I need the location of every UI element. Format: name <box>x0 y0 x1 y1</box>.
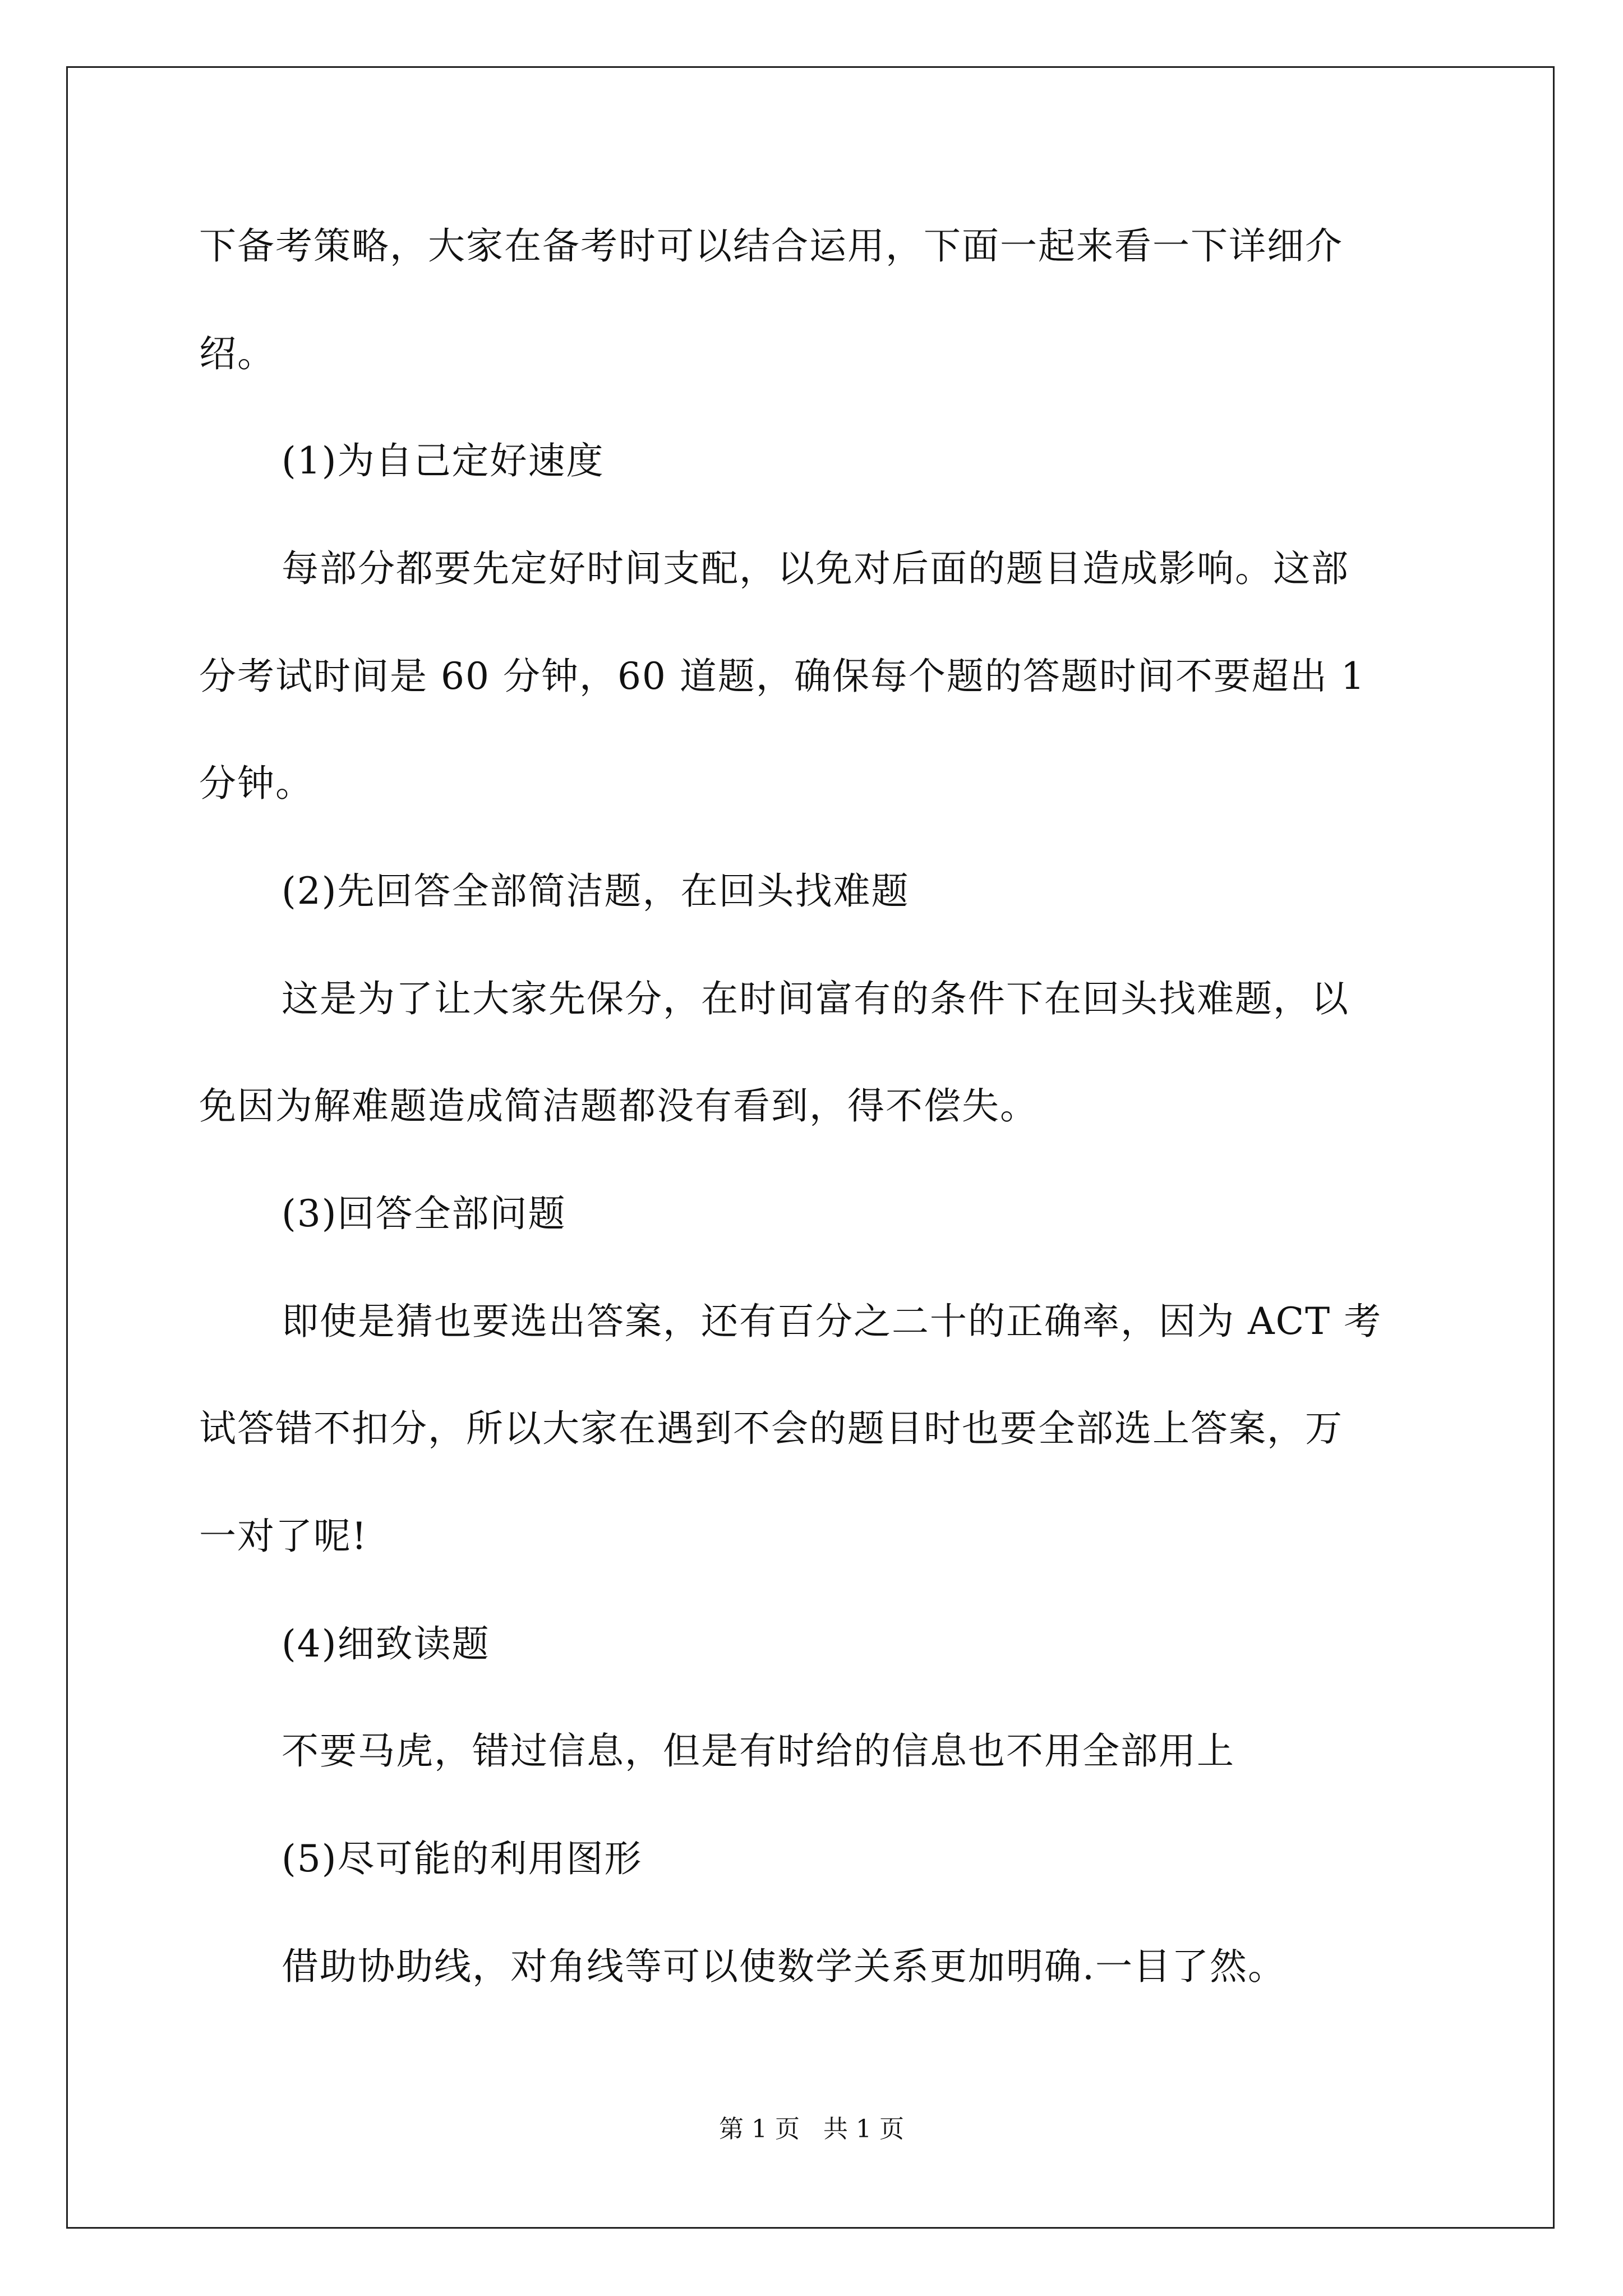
text-line: 下备考策略，大家在备考时可以结合运用，下面一起来看一下详细介 <box>199 224 1343 268</box>
section-heading: (2)先回答全部简洁题，在回头找难题 <box>282 869 910 913</box>
text-line: 分钟。 <box>199 762 313 805</box>
section-heading: (3)回答全部问题 <box>282 1192 566 1235</box>
text-line: 免因为解难题造成简洁题都没有看到，得不偿失。 <box>199 1084 1038 1128</box>
text-line: 不要马虎，错过信息，但是有时给的信息也不用全部用上 <box>282 1729 1235 1773</box>
section-heading: (4)细致读题 <box>282 1622 490 1665</box>
page-border <box>66 66 1555 2229</box>
text-line: 绍。 <box>199 332 275 375</box>
text-line: 这是为了让大家先保分，在时间富有的条件下在回头找难题，以 <box>282 977 1349 1020</box>
section-heading: (5)尽可能的利用图形 <box>282 1837 643 1880</box>
text-line: 一对了呢! <box>199 1515 368 1558</box>
text-line: 分考试时间是 60 分钟，60 道题，确保每个题的答题时间不要超出 1 <box>199 655 1366 698</box>
text-line: 即使是猜也要选出答案，还有百分之二十的正确率，因为 ACT 考 <box>282 1300 1382 1343</box>
text-line: 借助协助线，对角线等可以使数学关系更加明确.一目了然。 <box>282 1945 1286 1988</box>
section-heading: (1)为自己定好速度 <box>282 439 605 482</box>
page-number-footer: 第 1 页 共 1 页 <box>719 2115 904 2143</box>
text-line: 试答错不扣分，所以大家在遇到不会的题目时也要全部选上答案，万 <box>199 1407 1343 1450</box>
text-line: 每部分都要先定好时间支配，以免对后面的题目造成影响。这部 <box>282 547 1349 590</box>
